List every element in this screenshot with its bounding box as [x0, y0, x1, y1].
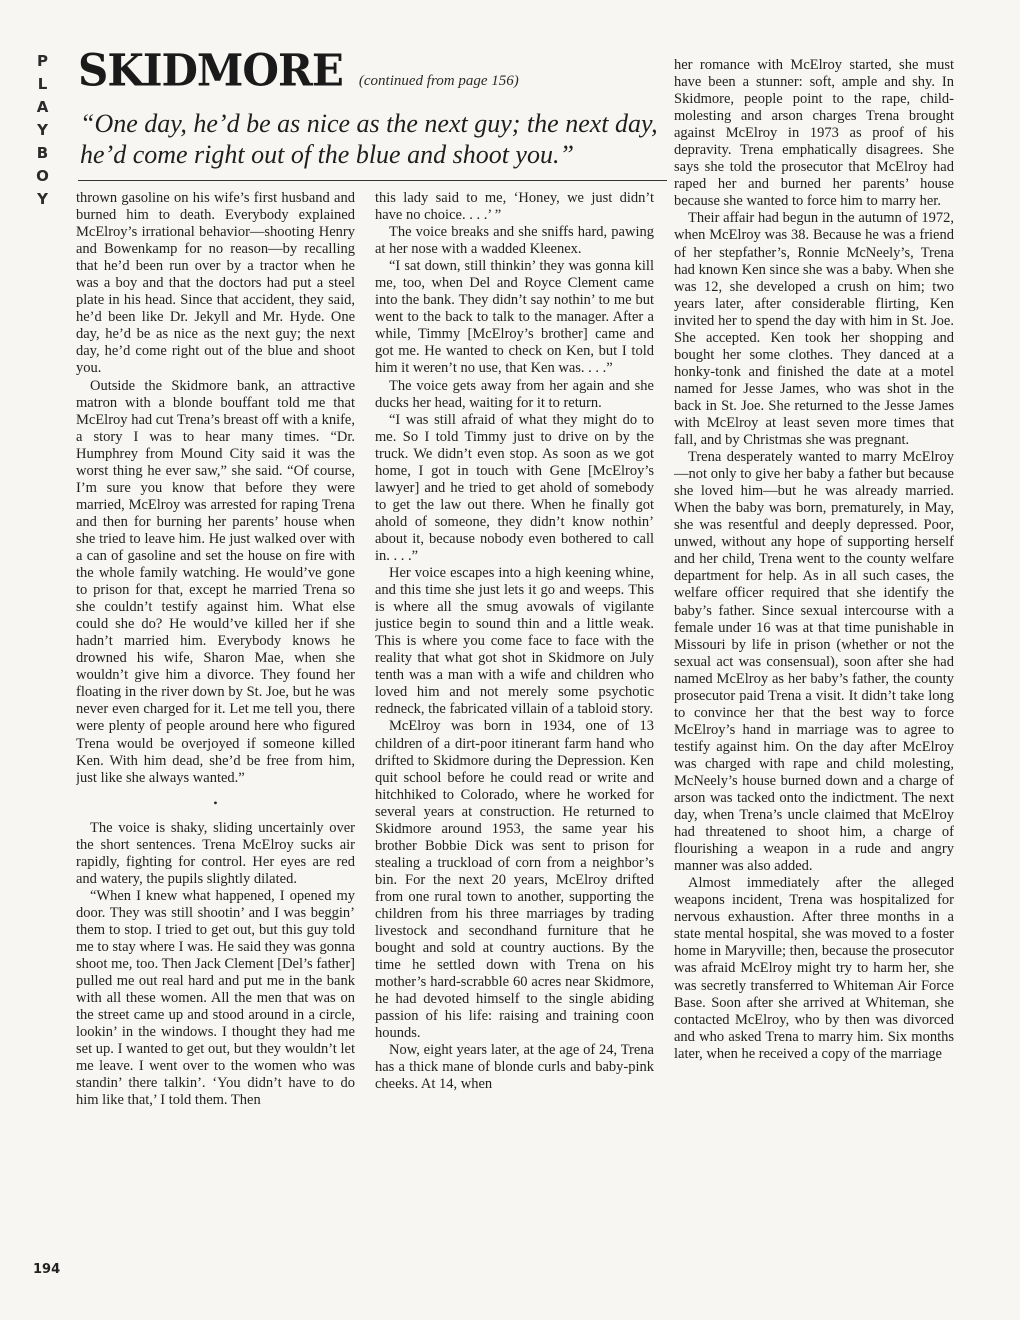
- section-bullet: •: [213, 795, 218, 810]
- paragraph: “I was still afraid of what they might do to me. So I told Timmy just to drive on by the truck. We didn’t even stop. As soon as we got home, I got in touch with Gene [McElroy’s lawyer] and he tried to get ahold of somebody to get the law out there. When he finally got ahold of someone, they didn’t know nothin’ about it, because nobody even bothered to call in. . . .”: [375, 411, 654, 564]
- article-title: SKIDMORE: [78, 44, 343, 97]
- paragraph: “When I knew what happened, I opened my door. They was still shootin’ and I was beggin’ them to stop. I tried to get out, but this guy told me to stay where I was. He said they was gonna shoot me, too. Then Jack Clement [Del’s father] pulled me out real hard and put me in the bank with all these women. All the men that was on the street came up and stood around in a circle, lookin’ in the windows. I thought they had me set up. I wanted to get out, but they wouldn’t let me leave. I went over to the women who was standin’ there talkin’. ‘You didn’t have to do him like that,’ I told them. Then: [76, 887, 355, 1109]
- paragraph: The voice gets away from her again and she ducks her head, waiting for it to return.: [375, 377, 654, 411]
- magazine-name-vertical: [30, 50, 56, 211]
- text-column-3: [674, 57, 954, 1279]
- paragraph: The voice breaks and she sniffs hard, pawing at her nose with a wadded Kleenex.: [375, 224, 654, 258]
- paragraph: Their affair had begun in the autumn of 1972, when McElroy was 38. Because he was a friend of her stepfather’s, Ronnie McNeely’s, Trena had known Ken since she was a baby. When she was 12, she developed a crush on him; two years later, after considerable flirting, Ken invited her to spend the day with him in St. Joe. She accepted. Ken took her shopping and bought her some clothes. They danced at a honky-tonk and finished the date at a motel named for Jesse James, who was shot in the back in St. Joe. She returned to the Jesse James with McElroy at least seven more times that fall, and by Christmas she was pregnant.: [674, 210, 954, 449]
- text-column-2: [375, 190, 654, 1280]
- paragraph: The voice is shaky, sliding uncertainly over the short sentences. Trena McElroy sucks air rapidly, fighting for control. Her eyes are red and watery, the pupils slightly dilated.: [76, 819, 355, 887]
- paragraph: McElroy was born in 1934, one of 13 children of a dirt-poor itinerant farm hand who drifted to Skidmore during the Depression. Ken quit school before he could read or write and hitchhiked to Colorado, where he worked for several years at construction. He returned to Skidmore around 1953, the same year his brother Bobbie Dick was sent to prison for stealing a truckload of corn from a neighbor’s bin. For the next 20 years, McElroy drifted from one rural town to another, supporting the children from his three marriages by trading livestock and secondhand furniture that he bought and sold at country auctions. By the time he settled down with Trena on his mother’s hard-scrabble 60 acres near Skidmore, he had devoted himself to the single abiding passion of his life: raising and training coon hounds.: [375, 718, 654, 1042]
- magazine-letter: P: [37, 52, 49, 70]
- magazine-letter: Y: [37, 190, 49, 208]
- paragraph: “I sat down, still thinkin’ they was gonna kill me, too, when Del and Royce Clement came into the bank. They didn’t say nothin’ to me but went to the back to talk to the manager. After a while, Timmy [McElroy’s brother] came and got me. He wanted to check on Ken, but I told him it weren’t no use, that Ken was. . . .”: [375, 258, 654, 377]
- paragraph: Now, eight years later, at the age of 24, Trena has a thick mane of blonde curls and baby-pink cheeks. At 14, when: [375, 1042, 654, 1093]
- magazine-letter: B: [36, 144, 50, 162]
- article-header: [78, 44, 658, 97]
- paragraph: her romance with McElroy started, she must have been a stunner: soft, ample and shy. In Skidmore, people point to the rape, child-molesting and arson charges Trena brought against McElroy in 1973 as proof of his depravity. Trena emphatically disagrees. She says she told the prosecutor that McElroy had raped her and burned her parents’ house because she wanted to force him to marry her.: [674, 57, 954, 210]
- paragraph: Almost immediately after the alleged weapons incident, Trena was hospitalized for nervous exhaustion. After three months in a state mental hospital, she was moved to a foster home in Maryville; then, because the prosecutor was afraid McElroy might try to harm her, she was secretly transferred to Whiteman Air Force Base. Soon after she arrived at Whiteman, she contacted McElroy, who by then was divorced and who asked Trena to marry him. Six months later, when he received a copy of the marriage: [674, 875, 954, 1062]
- magazine-letter: L: [37, 75, 49, 93]
- pull-quote: “One day, he’d be as nice as the next guy; the next day, he’d come right out of the blue and shoot you.”: [80, 109, 658, 169]
- paragraph: Outside the Skidmore bank, an attractive matron with a blonde bouffant told me that McElroy had cut Trena’s breast off with a knife, a story I was to hear many times. “Dr. Humphrey from Mound City said it was the worst thing he ever saw,” she said. “Of course, I’m sure you know that before they were married, McElroy was arrested for raping Trena and then for burning her parents’ house when she tried to leave him. He just walked over with a can of gasoline and set the house on fire with the whole family watching. He would’ve gone to prison for that, except he married Trena so she couldn’t testify against him. What else could she do? He would’ve killed her if she hadn’t married him. Everybody knows he drowned his wife, Sharon Mae, when she wouldn’t give him a divorce. They found her floating in the river down by St. Joe, but he was never even charged for it. Let me tell you, there were plenty of people around here who figured Trena would be overjoyed if someone killed Ken. With him dead, she’d be free from him, just like she always wanted.”: [76, 377, 355, 786]
- magazine-letter: O: [36, 167, 50, 185]
- magazine-letter: A: [36, 98, 50, 116]
- page-number: 194: [33, 1262, 61, 1277]
- text-column-1: [76, 190, 355, 1280]
- paragraph: this lady said to me, ‘Honey, we just didn’t have no choice. . . .’ ”: [375, 190, 654, 224]
- paragraph: thrown gasoline on his wife’s first husband and burned him to death. Everybody explained McElroy’s irrational behavior—shooting Henry and Bowenkamp for no reason—by recalling that he’d been run over by a tractor when he was a boy and that the doctors had put a steel plate in his head. Since that accident, they said, he’d been like Dr. Jekyll and Mr. Hyde. One day, he’d be as nice as the next guy; the next day, he’d come right out of the blue and shoot you.: [76, 190, 355, 377]
- header-divider: [78, 180, 667, 181]
- magazine-letter: Y: [37, 121, 49, 139]
- paragraph: Trena desperately wanted to marry McElroy—not only to give her baby a father but because she loved him—but he was already married. When the baby was born, prematurely, in May, she was resentful and deeply depressed. Poor, unwed, without any hope of supporting herself and her child, Trena went to the county welfare department for help. As in all such cases, the welfare officer required that she identify the baby’s father. Since sexual intercourse with a female under 16 was at that time punishable in Missouri by life in prison (whether or not the sexual act was consensual), soon after she had named McElroy as her baby’s father, the county prosecutor paid Trena a visit. It didn’t take long to convince her that the best way to force McElroy’s hand in marriage was to agree to testify against him. On the day after McElroy was charged with rape and child molesting, McNeely’s house burned down and a charge of arson was tacked onto the indictment. The next day, when Trena’s uncle claimed that McElroy had threatened to shoot him, a charge of flourishing a weapon in a rude and angry manner was also added.: [674, 449, 954, 875]
- continued-note: (continued from page 156): [358, 72, 519, 89]
- paragraph: Her voice escapes into a high keening whine, and this time she just lets it go and weeps. This is where all the smug avowals of vigilante justice begin to sound thin and a little weak. This is where you come face to face with the reality that what got shot in Skidmore on July tenth was a man with a wife and children who loved him and not merely some psychotic redneck, the fabricated villain of a tabloid story.: [375, 565, 654, 718]
